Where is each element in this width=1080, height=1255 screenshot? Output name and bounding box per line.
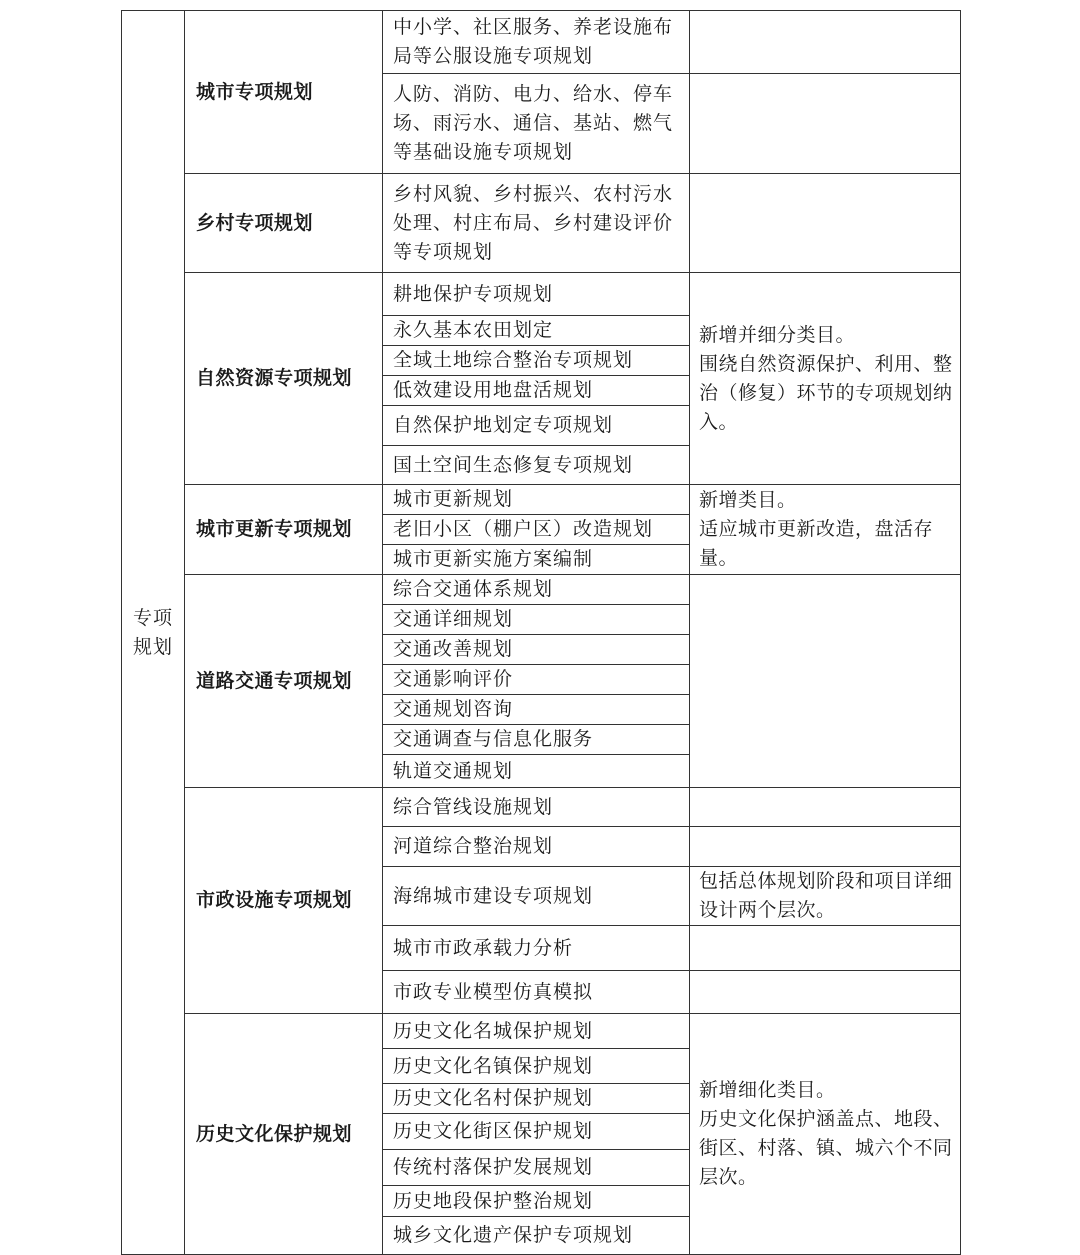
note-cell xyxy=(690,273,961,485)
plan-item: 城乡文化遗产保护专项规划 xyxy=(383,1217,690,1255)
plan-item: 交通调查与信息化服务 xyxy=(383,725,690,755)
top-category-label: 规划 xyxy=(132,635,173,658)
table-row xyxy=(122,11,961,74)
plan-item: 综合管线设施规划 xyxy=(383,788,690,827)
plan-item: 传统村落保护发展规划 xyxy=(383,1150,690,1186)
section-title: 道路交通专项规划 xyxy=(185,575,383,788)
plan-item: 河道综合整治规划 xyxy=(383,827,690,867)
note-text: 包括总体规划阶段和项目详细设计两个层次。 xyxy=(699,870,953,921)
plan-item: 交通改善规划 xyxy=(383,635,690,665)
plan-item: 交通规划咨询 xyxy=(383,695,690,725)
plan-item: 轨道交通规划 xyxy=(383,755,690,788)
plan-item: 综合交通体系规划 xyxy=(383,575,690,605)
note-cell xyxy=(690,1014,961,1255)
plan-item: 历史文化街区保护规划 xyxy=(383,1114,690,1150)
top-category-label: 专项 xyxy=(132,606,173,629)
plan-item: 交通影响评价 xyxy=(383,665,690,695)
note-cell xyxy=(690,971,961,1014)
note-cell xyxy=(690,926,961,971)
section-title: 乡村专项规划 xyxy=(185,174,383,273)
plan-item: 乡村风貌、乡村振兴、农村污水处理、村庄布局、乡村建设评价等专项规划 xyxy=(383,174,690,273)
note-cell xyxy=(690,74,961,174)
plan-item: 低效建设用地盘活规划 xyxy=(383,376,690,406)
note-cell xyxy=(690,485,961,575)
table-row xyxy=(122,788,961,827)
plan-item: 交通详细规划 xyxy=(383,605,690,635)
note-cell xyxy=(690,575,961,788)
plan-item: 国土空间生态修复专项规划 xyxy=(383,446,690,485)
plan-item: 人防、消防、电力、给水、停车场、雨污水、通信、基站、燃气等基础设施专项规划 xyxy=(383,74,690,174)
table-row xyxy=(122,485,961,515)
plan-item: 历史地段保护整治规划 xyxy=(383,1186,690,1217)
note-text: 适应城市更新改造，盘活存量。 xyxy=(699,518,934,569)
section-title: 市政设施专项规划 xyxy=(185,788,383,1014)
table-row xyxy=(122,273,961,316)
note-text: 围绕自然资源保护、利用、整治（修复）环节的专项规划纳入。 xyxy=(699,352,953,433)
note-text: 新增细化类目。 xyxy=(699,1079,836,1101)
note-cell xyxy=(690,11,961,74)
table-body xyxy=(122,11,961,1255)
note-text: 新增并细分类目。 xyxy=(699,323,856,346)
plan-item: 老旧小区（棚户区）改造规划 xyxy=(383,515,690,545)
table-row xyxy=(122,1014,961,1049)
plan-item: 耕地保护专项规划 xyxy=(383,273,690,316)
section-title: 历史文化保护规划 xyxy=(185,1014,383,1255)
table-row xyxy=(122,174,961,273)
note-cell xyxy=(690,788,961,827)
plan-item: 中小学、社区服务、养老设施布局等公服设施专项规划 xyxy=(383,11,690,74)
section-title: 城市专项规划 xyxy=(185,11,383,174)
plan-item: 历史文化名村保护规划 xyxy=(383,1084,690,1114)
table-row xyxy=(122,575,961,605)
note-cell xyxy=(690,174,961,273)
plan-item: 海绵城市建设专项规划 xyxy=(383,867,690,926)
plan-item: 自然保护地划定专项规划 xyxy=(383,406,690,446)
note-text: 历史文化保护涵盖点、地段、街区、村落、镇、城六个不同层次。 xyxy=(699,1108,953,1188)
plan-item: 城市更新规划 xyxy=(383,485,690,515)
plan-item: 城市更新实施方案编制 xyxy=(383,545,690,575)
top-category-cell xyxy=(122,11,185,1255)
planning-category-table xyxy=(121,10,961,1255)
note-cell xyxy=(690,827,961,867)
plan-item: 城市市政承载力分析 xyxy=(383,926,690,971)
plan-item: 全域土地综合整治专项规划 xyxy=(383,346,690,376)
plan-item: 永久基本农田划定 xyxy=(383,316,690,346)
plan-item: 历史文化名城保护规划 xyxy=(383,1014,690,1049)
plan-item: 市政专业模型仿真模拟 xyxy=(383,971,690,1014)
section-title: 自然资源专项规划 xyxy=(185,273,383,485)
section-title: 城市更新专项规划 xyxy=(185,485,383,575)
note-cell xyxy=(690,867,961,926)
note-text: 新增类目。 xyxy=(699,489,797,511)
plan-item: 历史文化名镇保护规划 xyxy=(383,1049,690,1084)
